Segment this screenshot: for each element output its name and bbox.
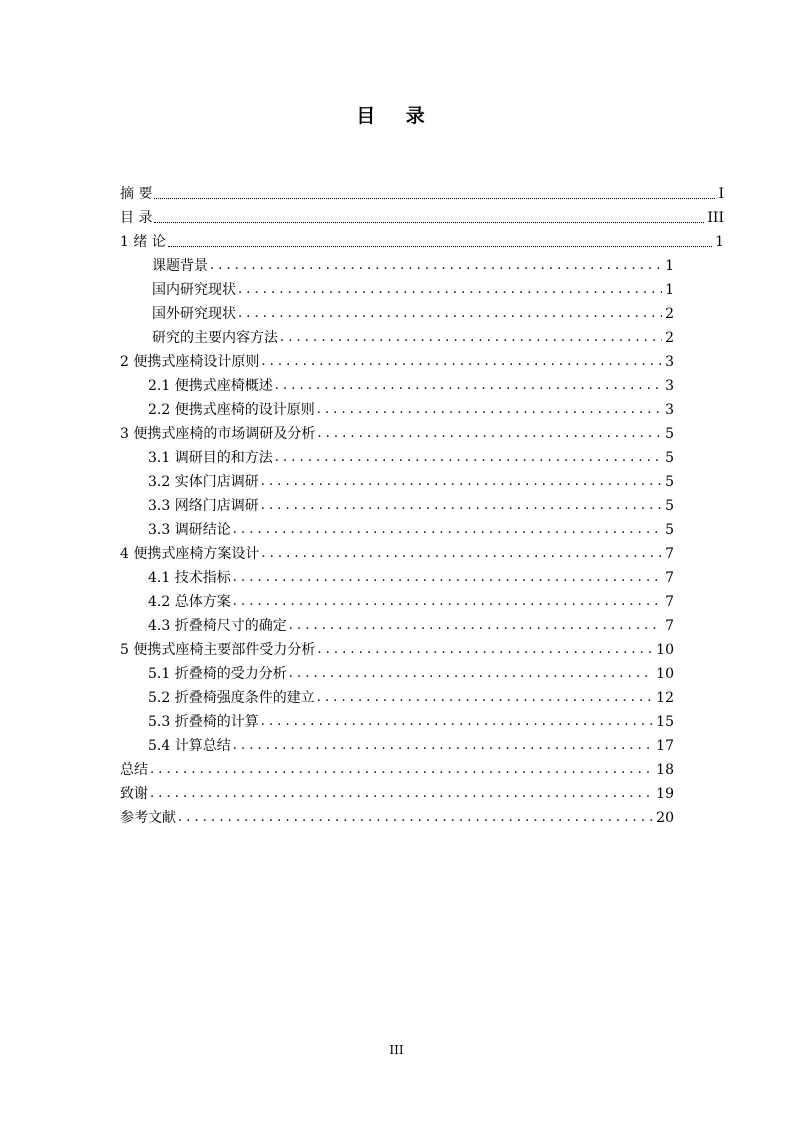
toc-entry[interactable] xyxy=(148,731,674,755)
toc-entry[interactable] xyxy=(120,539,674,563)
toc-entry[interactable] xyxy=(148,587,674,611)
dot-leader xyxy=(150,785,653,803)
toc-entry-label: 2.1 便携式座椅概述 xyxy=(148,378,273,394)
dot-leader xyxy=(261,497,662,515)
dot-leader xyxy=(238,281,662,299)
toc-entry-label: 3.3 调研结论 xyxy=(148,522,231,538)
dot-leader xyxy=(317,401,662,419)
toc-entry-label: 目 录 xyxy=(120,210,153,226)
toc-entry-label: 5 便携式座椅主要部件受力分析 xyxy=(120,642,316,658)
toc-entry-label: 5.1 折叠椅的受力分析 xyxy=(148,666,287,682)
toc-entry-page: 17 xyxy=(656,738,674,754)
toc-entry[interactable] xyxy=(120,227,724,251)
toc-entry-page: 7 xyxy=(665,618,674,634)
toc-entry-label: 4.1 技术指标 xyxy=(148,570,231,586)
toc-entry-label: 3.1 调研目的和方法 xyxy=(148,450,273,466)
toc-entry[interactable] xyxy=(148,467,674,491)
toc-entry-label: 课题背景 xyxy=(152,258,208,274)
toc-entry-label: 2.2 便携式座椅的设计原则 xyxy=(148,402,315,418)
toc-entry-page: 19 xyxy=(656,786,674,802)
toc-entry[interactable] xyxy=(148,491,674,515)
page-title: 目 录 xyxy=(356,105,437,127)
dot-leader xyxy=(280,329,662,347)
toc-entry-page: 3 xyxy=(665,402,674,418)
dot-leader xyxy=(210,257,662,275)
dot-leader xyxy=(233,593,662,611)
toc-entry[interactable] xyxy=(120,419,674,443)
toc-entry-label: 总结 xyxy=(120,762,148,778)
dot-leader xyxy=(154,185,715,203)
toc-entry-page: 5 xyxy=(665,522,674,538)
toc-entry-label: 3.3 网络门店调研 xyxy=(148,498,259,514)
toc-entry[interactable] xyxy=(148,515,674,539)
toc-entry-label: 5.4 计算总结 xyxy=(148,738,231,754)
toc-entry-label: 2 便携式座椅设计原则 xyxy=(120,354,260,370)
dot-leader xyxy=(289,617,662,635)
toc-entry[interactable] xyxy=(148,707,674,731)
toc-entry-label: 3 便携式座椅的市场调研及分析 xyxy=(120,426,316,442)
dot-leader xyxy=(233,521,662,539)
toc-entry-page: 1 xyxy=(665,282,674,298)
toc-entry-page: 15 xyxy=(656,714,674,730)
toc-entry-label: 1 绪 论 xyxy=(120,234,166,250)
dot-leader xyxy=(317,425,662,443)
toc-entry-label: 国内研究现状 xyxy=(152,282,236,298)
dot-leader xyxy=(178,809,653,827)
toc-entry[interactable] xyxy=(120,635,674,659)
toc-entry-label: 3.2 实体门店调研 xyxy=(148,474,259,490)
toc-entry[interactable] xyxy=(148,443,674,467)
toc-entry[interactable] xyxy=(152,251,674,275)
toc-entry-page: 2 xyxy=(665,306,674,322)
toc-entry-label: 5.3 折叠椅的计算 xyxy=(148,714,259,730)
toc-entry-page: 5 xyxy=(665,450,674,466)
toc-entry-label: 5.2 折叠椅强度条件的建立 xyxy=(148,690,315,706)
toc-entry-page: 20 xyxy=(656,810,674,826)
toc-entry-page: 10 xyxy=(656,642,674,658)
toc-entry-label: 参考文献 xyxy=(120,810,176,826)
dot-leader xyxy=(233,569,662,587)
toc-entry[interactable] xyxy=(120,803,674,827)
toc-entry-page: 18 xyxy=(656,762,674,778)
toc-entry[interactable] xyxy=(148,683,674,707)
toc-entry[interactable] xyxy=(120,203,724,227)
toc-entry[interactable] xyxy=(148,395,674,419)
toc-entry[interactable] xyxy=(148,611,674,635)
dot-leader xyxy=(168,233,712,251)
toc-entry-label: 4.3 折叠椅尺寸的确定 xyxy=(148,618,287,634)
toc-entry-page: 5 xyxy=(665,474,674,490)
dot-leader xyxy=(317,689,653,707)
dot-leader xyxy=(233,737,653,755)
toc-entry-page: 3 xyxy=(665,378,674,394)
toc-entry[interactable] xyxy=(120,779,674,803)
toc-entry-page: 5 xyxy=(665,426,674,442)
dot-leader xyxy=(261,545,662,563)
toc-entry[interactable] xyxy=(152,275,674,299)
toc-entry-label: 4.2 总体方案 xyxy=(148,594,231,610)
dot-leader xyxy=(261,353,662,371)
toc-entry-page: 7 xyxy=(665,570,674,586)
toc-entry-page: III xyxy=(707,210,724,226)
dot-leader xyxy=(275,449,662,467)
toc-entry-page: 7 xyxy=(665,546,674,562)
toc-entry-label: 4 便携式座椅方案设计 xyxy=(120,546,260,562)
toc-entry-label: 国外研究现状 xyxy=(152,306,236,322)
toc-entry-page: 3 xyxy=(665,354,674,370)
toc-entry-page: 7 xyxy=(665,594,674,610)
toc-entry[interactable] xyxy=(148,659,674,683)
dot-leader xyxy=(261,713,653,731)
toc-entry[interactable] xyxy=(152,323,674,347)
toc-entry-page: 5 xyxy=(665,498,674,514)
page-number: III xyxy=(389,1043,404,1057)
toc-entry-page: 1 xyxy=(665,258,674,274)
dot-leader xyxy=(275,377,662,395)
toc-entry-page: 12 xyxy=(656,690,674,706)
toc-entry-page: 2 xyxy=(665,330,674,346)
toc-entry-page: I xyxy=(718,186,724,202)
toc-entry-page: 10 xyxy=(656,666,674,682)
dot-leader xyxy=(261,473,662,491)
toc-entry[interactable] xyxy=(120,179,724,203)
dot-leader xyxy=(317,641,653,659)
toc-entry-page: 1 xyxy=(715,234,724,250)
dot-leader xyxy=(154,209,704,227)
toc-entry[interactable] xyxy=(152,299,674,323)
dot-leader xyxy=(238,305,662,323)
toc-entry-label: 摘 要 xyxy=(120,186,153,202)
toc-entry[interactable] xyxy=(120,347,674,371)
toc-entry[interactable] xyxy=(120,755,674,779)
toc-entry-label: 研究的主要内容方法 xyxy=(152,330,278,346)
toc-entry[interactable] xyxy=(148,371,674,395)
toc-entry[interactable] xyxy=(148,563,674,587)
dot-leader xyxy=(289,665,653,683)
dot-leader xyxy=(150,761,653,779)
toc-entry-label: 致谢 xyxy=(120,786,148,802)
